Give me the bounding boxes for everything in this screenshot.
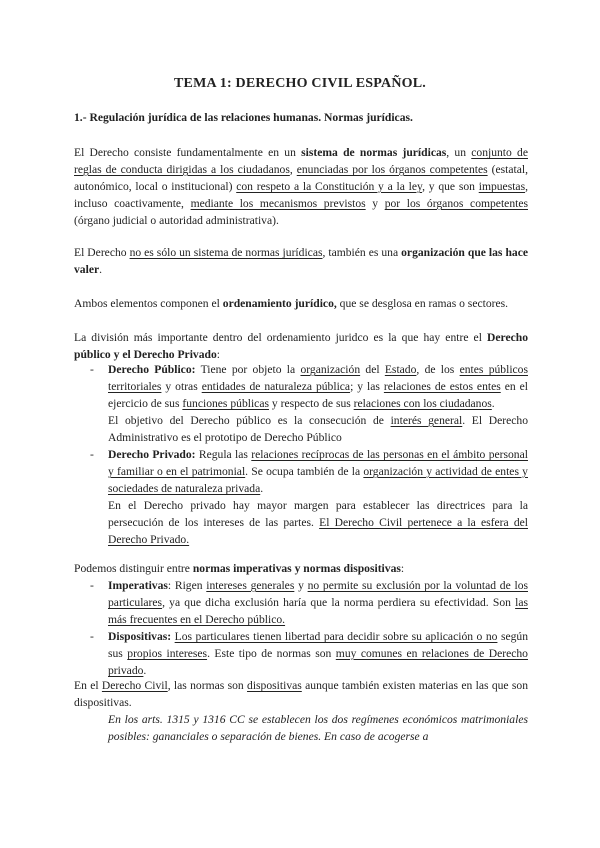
document-title: TEMA 1: DERECHO CIVIL ESPAÑOL. <box>174 76 426 91</box>
paragraph-normas-types: Podemos distinguir entre normas imperativas y normas dispositivas: <box>74 562 405 575</box>
list-item-derecho-privado: - Derecho Privado: Regula las relaciones recíprocas de las personas en el ámbito personal y familiar o en el patrimonial. Se ocupa también de la organización y actividad de entes y sociedades de naturaleza privada. En el Derecho privado hay mayor margen para establecer las directrices para la persecución de los intereses de las partes. El Derecho Civil pertenece a la esfera del Derecho Privado. <box>90 448 528 546</box>
paragraph-arts-cc: En los arts. 1315 y 1316 CC se establecen los dos regímenes económicos matrimoniales posibles: gananciales o separación de bienes. En caso de acogerse a <box>108 713 528 743</box>
section-heading: 1.- Regulación jurídica de las relaciones humanas. Normas jurídicas. <box>74 111 413 124</box>
norm-types-list <box>90 577 528 679</box>
paragraph-division: La división más importante dentro del ordenamiento juridco es la que hay entre el Derecho público y el Derecho Privado: <box>74 331 528 361</box>
paragraph-organization: El Derecho no es sólo un sistema de normas jurídicas, también es una organización que las hace valer. <box>74 246 528 276</box>
list-item-derecho-publico: - Derecho Público: Tiene por objeto la organización del Estado, de los entes públicos territoriales y otras entidades de naturaleza pública; y las relaciones de estos entes en el ejercicio de sus funciones públicas y respecto de sus relaciones con los ciudadanos. El objetivo del Derecho público es la consecución de interés general. El Derecho Administrativo es el prototipo de Derecho Público <box>90 363 529 444</box>
paragraph-definition: El Derecho consiste fundamentalmente en un sistema de normas jurídicas, un conjunto de reglas de conducta dirigidas a los ciudadanos, enunciadas por los órganos competentes (estatal, autonómico, local o institucional) con respeto a la Constitución y a la ley, y que son impuestas, incluso coactivamente, mediante los mecanismos previstos y por los órganos competentes (órgano judicial o autoridad administrativa). <box>74 146 528 227</box>
paragraph-derecho-civil: En el Derecho Civil, las normas son dispositivas aunque también existen materias en las que son dispositivas. <box>74 679 529 709</box>
public-private-list <box>90 361 528 548</box>
list-item-dispositivas: - Dispositivas: Los particulares tienen libertad para decidir sobre su aplicación o no según sus propios intereses. Este tipo de normas son muy comunes en relaciones de Derecho privado. <box>90 630 528 677</box>
paragraph-ordenamiento: Ambos elementos componen el ordenamiento jurídico, que se desglosa en ramas o sectores. <box>74 297 509 310</box>
list-item-imperativas: - Imperativas: Rigen intereses generales y no permite su exclusión por la voluntad de los particulares, ya que dicha exclusión haría que la norma perdiera su efectividad. Son las más frecuentes en el Derecho público. <box>90 579 528 626</box>
